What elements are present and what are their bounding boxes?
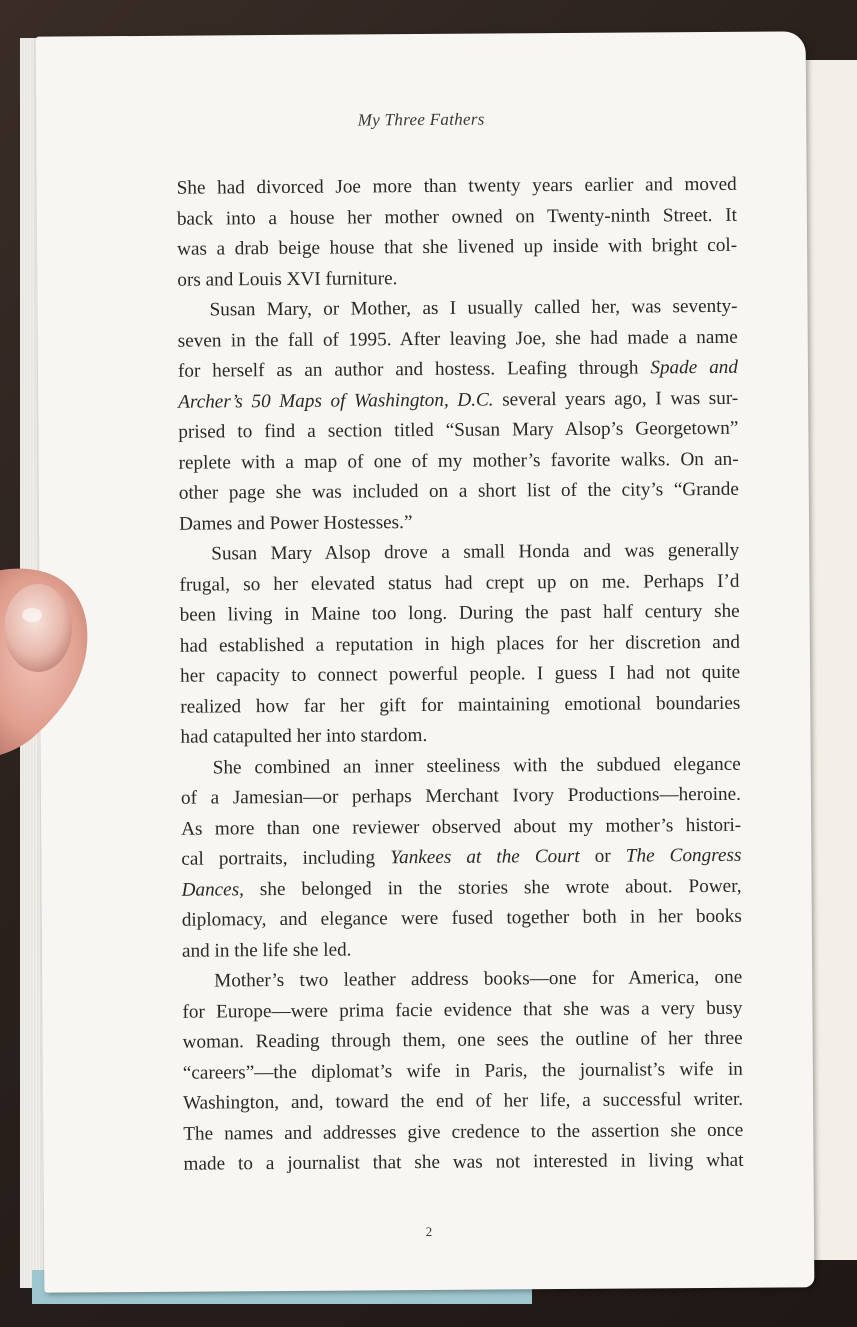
text-fragment: cal portraits, including: [181, 847, 376, 870]
text-line: As more than one reviewer observed about my mother’s histori-: [181, 814, 742, 840]
text-line: made to a journalist that she was not interested in living what: [183, 1149, 744, 1175]
text-line: replete with a map of one of my mother’s favorite walks. On an-: [178, 448, 739, 474]
text-line: Susan Mary Alsop drove a small Honda and was generally: [211, 539, 740, 565]
text-line: The names and addresses give credence to the assertion she once: [183, 1119, 744, 1145]
text-fragment: for herself as an author and hostess. Leafing through: [177, 357, 639, 382]
text-line: other page she was included on a short list of the city’s “Grande: [178, 478, 739, 504]
text-line: Susan Mary, or Mother, as I usually called her, was seventy-: [209, 295, 738, 321]
text-line: prised to find a section titled “Susan Mary Alsop’s Georgetown”: [178, 417, 739, 443]
text-line: Dames and Power Hostesses.”: [178, 511, 413, 535]
text-line: She combined an inner steeliness with the subdued elegance: [212, 753, 741, 778]
text-line: [178, 353, 738, 387]
text-line: diplomacy, and elegance were fused together both in her books: [181, 905, 742, 931]
body-text: [177, 170, 744, 1180]
text-line: [178, 383, 738, 417]
text-line: back into a house her mother owned on Twenty-ninth Street. It: [176, 204, 737, 230]
text-line: her capacity to connect powerful people. I guess I had not quite: [180, 661, 741, 687]
book-title-italic: Archer’s 50 Maps of Washington, D.C.: [178, 389, 494, 413]
text-line: frugal, so her elevated status had crept up on me. Perhaps I’d: [179, 570, 740, 596]
text-line: of a Jamesian—or perhaps Merchant Ivory Productions—heroine.: [180, 783, 742, 809]
text-fragment: or: [594, 845, 611, 867]
text-line: realized how far her gift for maintaining emotional boundaries: [180, 692, 741, 718]
text-line: woman. Reading through them, one sees the outline of her three: [182, 1027, 743, 1053]
text-line: ors and Louis XVI furniture.: [177, 267, 398, 291]
text-fragment: she belonged in the stories she wrote about. Power,: [259, 875, 742, 900]
text-line: Mother’s two leather address books—one for America, one: [214, 966, 743, 992]
thumb: [0, 560, 90, 760]
text-line: Washington, and, toward the end of her life, a successful writer.: [183, 1088, 744, 1114]
page-number: 2: [425, 1223, 433, 1240]
book-title-italic: Yankees at the Court: [390, 845, 580, 869]
text-line: She had divorced Joe more than twenty years earlier and moved: [176, 173, 737, 199]
text-line: seven in the fall of 1995. After leaving Joe, she had made a name: [177, 326, 738, 352]
text-line: been living in Maine too long. During the past half century she: [179, 600, 740, 626]
text-line: had established a reputation in high places for her discretion and: [179, 631, 740, 657]
text-line: for Europe—were prima facie evidence that she was a very busy: [182, 997, 743, 1023]
running-head: My Three Fathers: [357, 109, 485, 130]
book-title-italic: Dances,: [181, 878, 244, 901]
text-line: was a drab beige house that she livened up inside with bright col-: [177, 234, 738, 260]
book-title-italic: Spade and: [650, 356, 739, 379]
book-title-italic: The Congress: [625, 844, 742, 867]
text-line: and in the life she led.: [181, 939, 352, 962]
text-line: [181, 871, 741, 905]
text-line: had catapulted her into stardom.: [180, 724, 428, 748]
book-page: [36, 31, 815, 1292]
text-fragment: several years ago, I was sur-: [502, 387, 739, 410]
text-line: “careers”—the diplomat’s wife in Paris, the journalist’s wife in: [182, 1058, 743, 1084]
text-line: [181, 841, 741, 875]
